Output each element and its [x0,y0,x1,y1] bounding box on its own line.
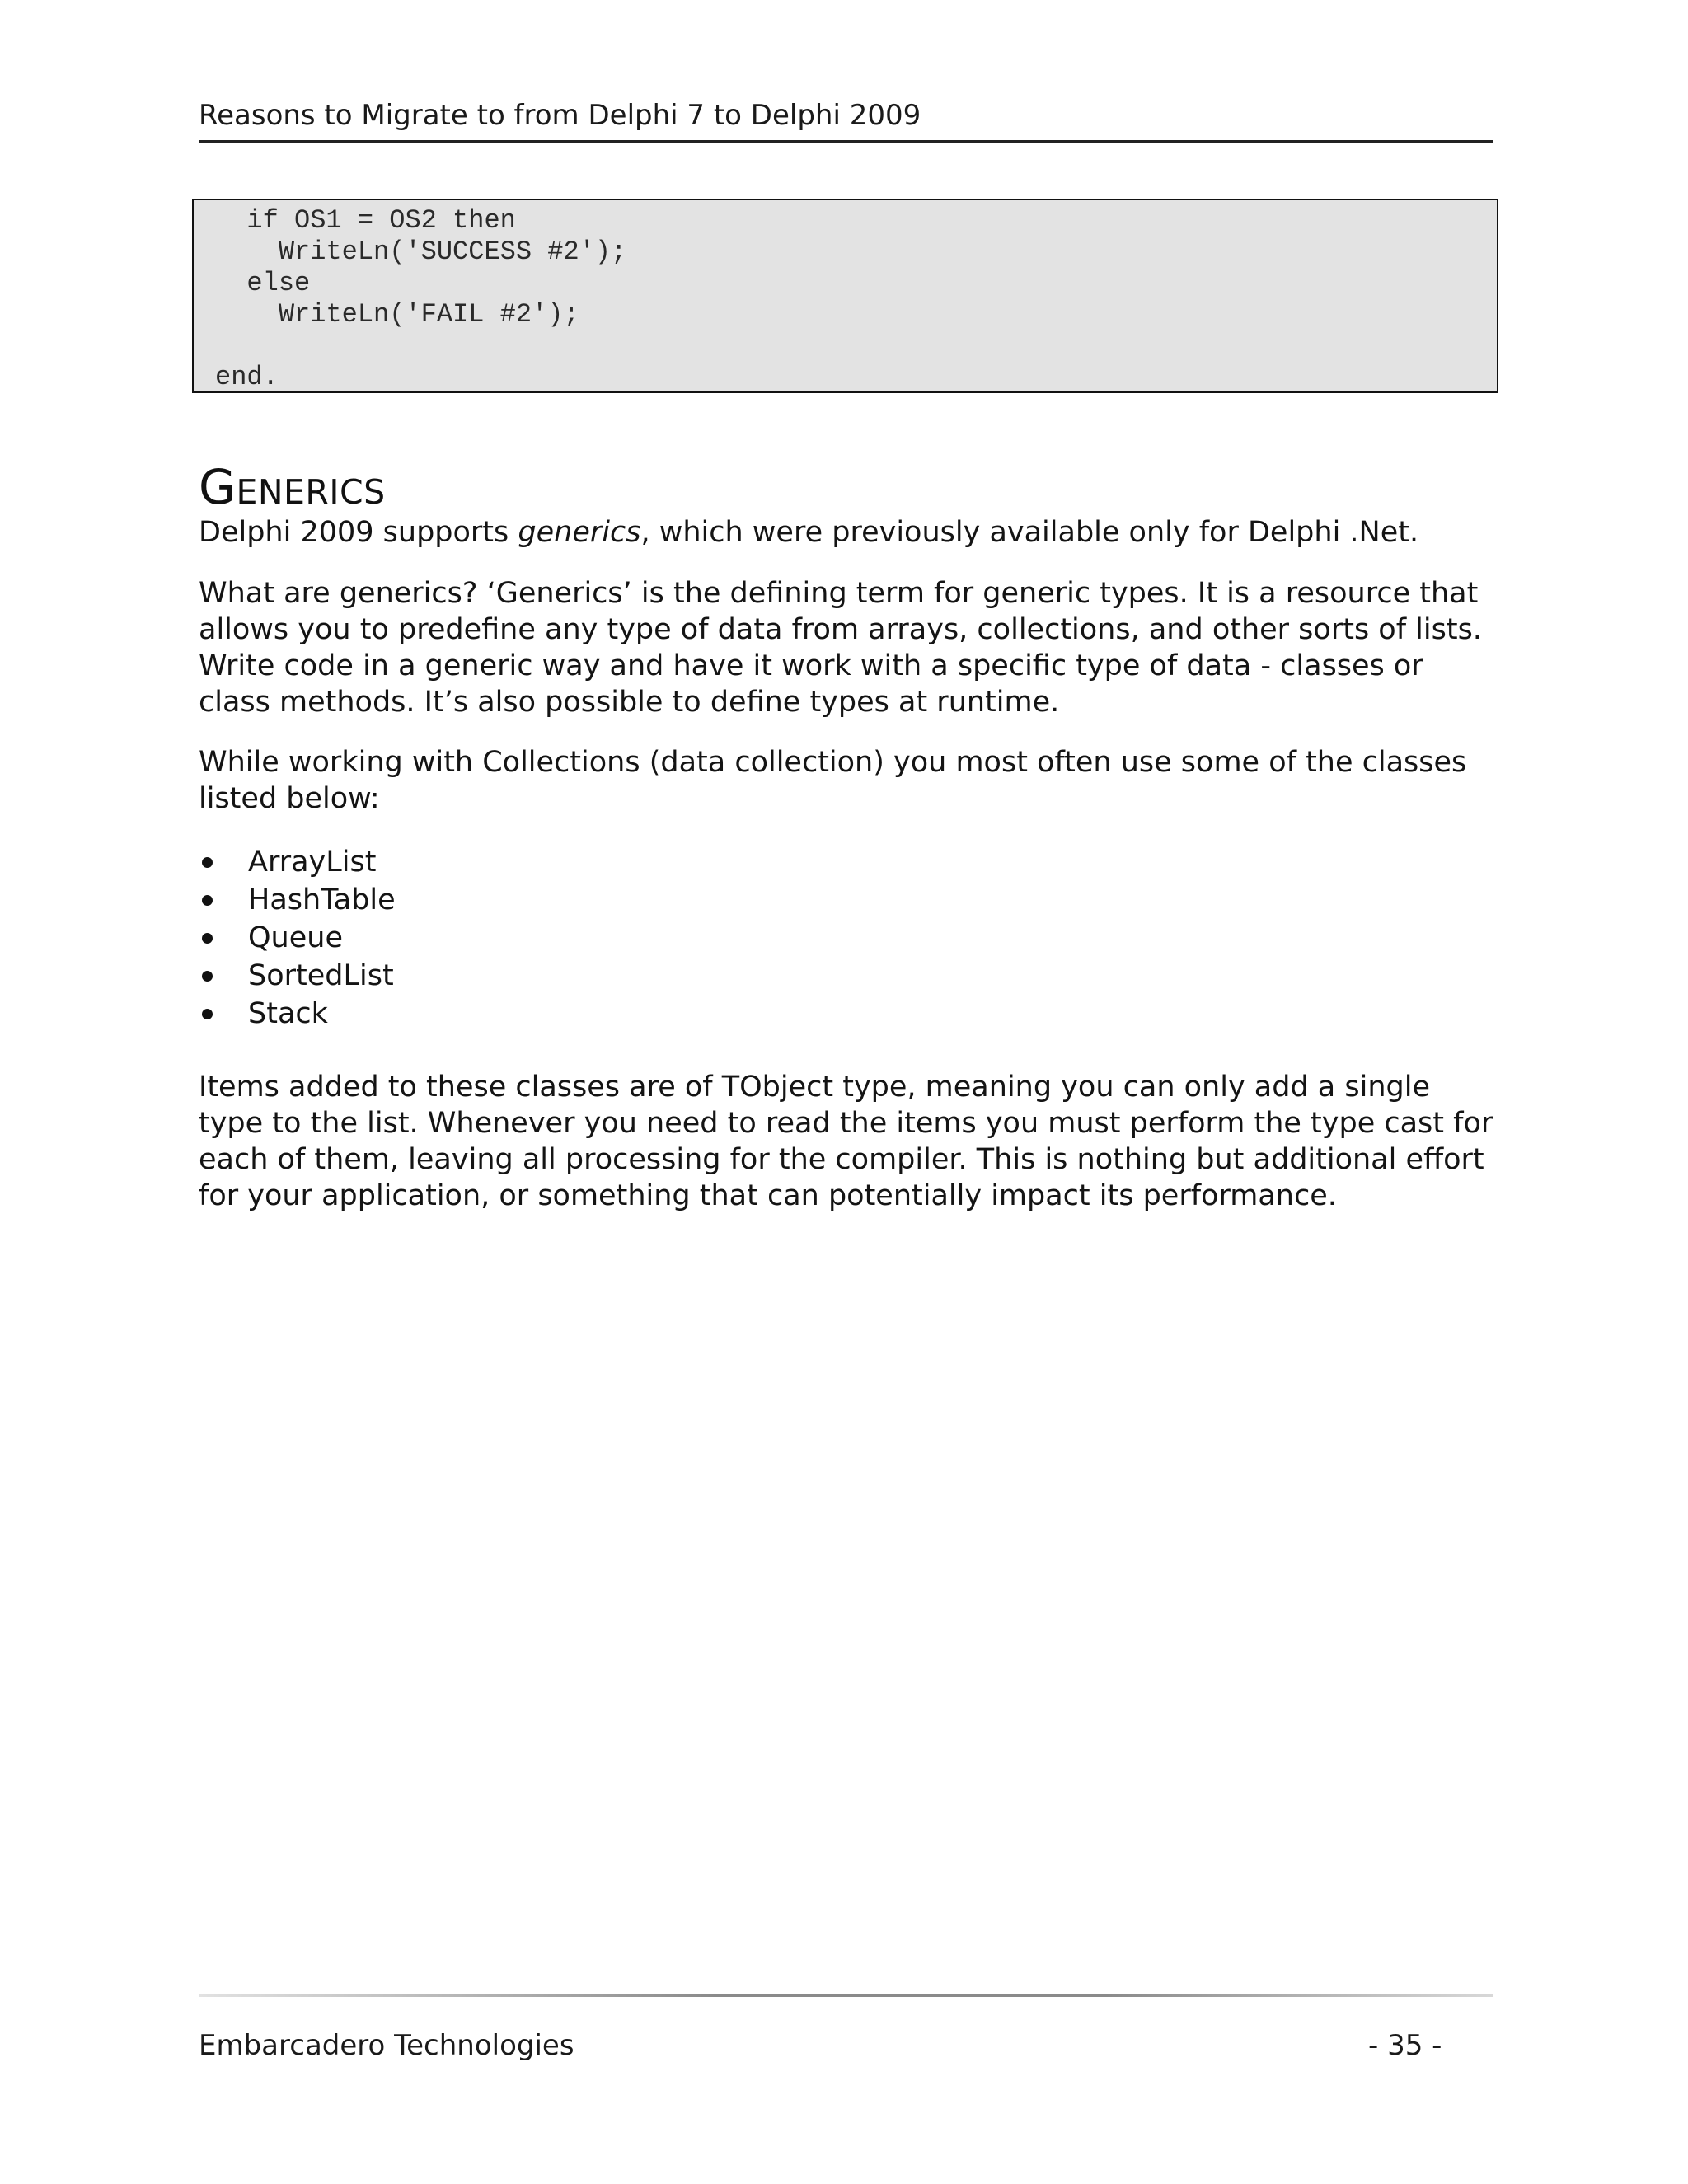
code-line [215,330,1497,362]
list-item-label: ArrayList [248,846,377,879]
list-item-label: Queue [248,921,343,954]
bullet-icon [202,933,213,944]
page-number: - 35 - [1368,2029,1442,2062]
bullet-icon [202,895,213,906]
list-item-label: SortedList [248,959,394,992]
list-item-label: HashTable [248,883,396,916]
tobject-paragraph: Items added to these classes are of TObject type, meaning you can only add a single type to the list. Whenever you need to read the items you must perform the type cast for each of them, leaving all processing for the compiler. This is nothing but additional effort for your application, or something that can potentially impact its performance. [199,1071,1493,1212]
collection-class-list [199,843,396,1033]
collections-paragraph: While working with Collections (data collection) you most often use some of the classes listed below: [199,746,1467,815]
intro-text-start: Delphi 2009 supports [199,516,518,549]
list-item [199,881,396,919]
code-line: else [215,268,311,298]
list-item [199,843,396,881]
page-header-title: Reasons to Migrate to from Delphi 7 to Delphi 2009 [199,99,921,132]
list-item-label: Stack [248,997,328,1030]
code-block [192,199,1498,393]
header-divider [199,140,1493,143]
bullet-icon [202,971,213,982]
list-item [199,995,396,1033]
section-heading: Generics [199,459,386,515]
code-line: WriteLn('FAIL #2'); [215,299,579,330]
bullet-icon [202,857,213,868]
code-line: end. [215,362,279,392]
generics-definition-paragraph: What are generics? ‘Generics’ is the defining term for generic types. It is a resource that allows you to predefine any type of data from arrays, collections, and other sorts of lists. Write code in a generic way and have it work with a specific type of data - classes or class methods. It’s also possible to define types at runtime. [199,577,1482,719]
code-line: WriteLn('SUCCESS #2'); [215,237,627,267]
intro-emphasis: generics [518,516,641,549]
list-item [199,919,396,957]
bullet-icon [202,1009,213,1019]
list-item [199,957,396,995]
intro-text-end: , which were previously available only for Delphi .Net. [640,516,1419,549]
intro-paragraph [199,514,1501,551]
footer-divider [199,1994,1493,1997]
footer-company: Embarcadero Technologies [199,2029,574,2062]
code-line: if OS1 = OS2 then [215,205,516,236]
